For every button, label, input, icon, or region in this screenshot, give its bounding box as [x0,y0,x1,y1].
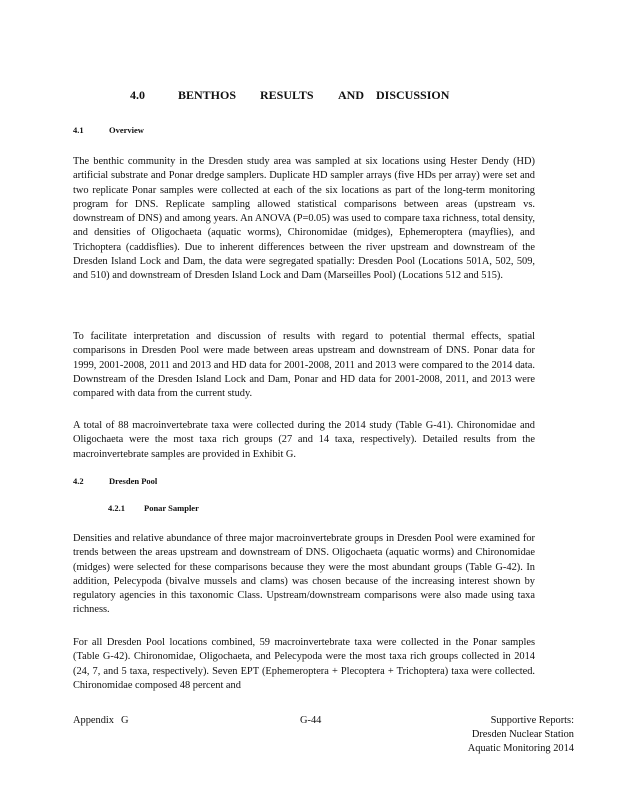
section-title-word-results: RESULTS [260,88,314,102]
footer-report-info [468,714,574,756]
footer-appendix-word: Appendix [73,715,114,726]
section-title-word-discussion: DISCUSSION [376,88,450,102]
subsection-heading-ponar-sampler [108,503,199,513]
section-title-word-and: AND [338,88,364,102]
subsection-number: 4.1 [73,125,84,135]
footer-appendix-letter: G [121,715,129,726]
subsection-heading-overview [73,125,144,135]
subsection-title: Dresden Pool [109,476,158,486]
footer-report-line-2: Dresden Nuclear Station [471,729,574,740]
subsection-title: Ponar Sampler [144,503,199,513]
footer-report-line-3: Aquatic Monitoring 2014 [467,743,574,754]
footer-page-number: G-44 [300,715,322,726]
paragraph-ponar-1: Densities and relative abundance of three major macroinvertebrate groups in Dresden Pool were examined for trends between the areas upstream and downstream of DNS. Oligochaeta (aquatic worms) and Chironomidae (midges) were selected for these comparisons because they were the most abundant groups (Table G-42). In addition, Pelecypoda (bivalve mussels and clams) was chosen because of the increasing interest shown by regulatory agencies in this taxonomic Class. Upstream/downstream comparisons were also made using taxa richness. [73,533,535,616]
section-heading [130,88,449,103]
subsection-heading-dresden-pool [73,476,157,486]
subsection-title: Overview [109,125,144,135]
footer-appendix [73,714,129,728]
subsection-number: 4.2 [73,476,84,486]
paragraph-overview-2: To facilitate interpretation and discussion of results with regard to potential thermal effects, spatial comparisons in Dresden Pool were made between areas upstream and downstream of DNS. Ponar data for 1999, 2001-2008, 2011 and 2013 and HD data for 2001-2008, 2011 and 2013 were compared to the 2014 data. Downstream of the Dresden Island Lock and Dam, Ponar and HD data for 2001-2008, 2011, and 2013 were compared with data from the current study. [73,331,535,400]
paragraph-ponar-2: For all Dresden Pool locations combined, 59 macroinvertebrate taxa were collected in the Ponar samples (Table G-42). Chironomidae, Oligochaeta, and Pelecypoda were the most taxa rich groups collected in 2014 (24, 7, and 5 taxa, respectively). Seven EPT (Ephemeroptera + Plecoptera + Trichoptera) taxa were collected. Chironomidae composed 48 percent and [73,637,535,691]
subsection-number: 4.2.1 [108,503,125,513]
paragraph-overview-3: A total of 88 macroinvertebrate taxa were collected during the 2014 study (Table G-41). Chironomidae and Oligochaeta were the most taxa rich groups (27 and 14 taxa, respectively). Detailed results from the macroinvertebrate samples are provided in Exhibit G. [73,420,535,460]
section-number: 4.0 [130,88,145,102]
section-title-word-benthos: BENTHOS [178,88,237,102]
footer-report-line-1: Supportive Reports: [490,715,574,726]
paragraph-overview-1: The benthic community in the Dresden study area was sampled at six locations using Hester Dendy (HD) artificial substrate and Ponar dredge samplers. Duplicate HD sampler arrays (five HDs per array) were set and two replicate Ponar samples were collected at each of the six locations as part of the long-term monitoring program for DNS. Replicate sampling allowed statistical comparisons between areas (upstream vs. downstream of DNS) and among years. An ANOVA (P=0.05) was used to compare taxa richness, total density, and densities of Oligochaeta (aquatic worms), Chironomidae (midges), Ephemeroptera (mayflies), and Trichoptera (caddisflies). Due to inherent differences between the river upstream and downstream of the Dresden Island Lock and Dam, the data were segregated spatially: Dresden Pool (Locations 501A, 502, 509, and 510) and downstream of Dresden Island Lock and Dam (Marseilles Pool) (Locations 512 and 515). [73,156,535,282]
